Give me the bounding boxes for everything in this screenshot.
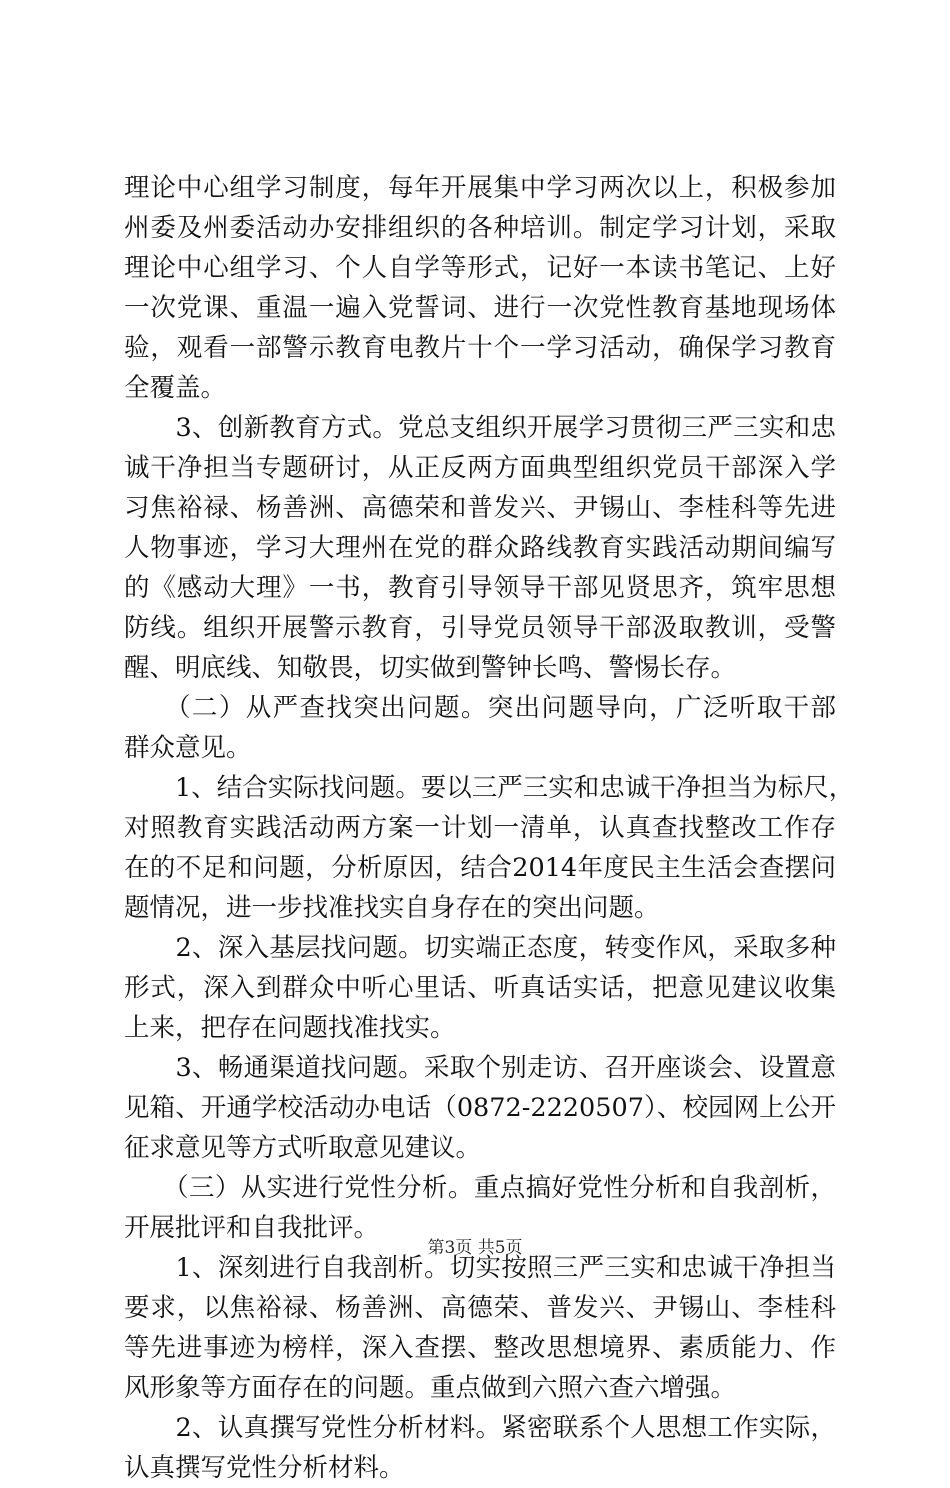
text-line: 开展批评和自我批评。 — [124, 1213, 380, 1243]
text-line: 州委及州委活动办安排组织的各种培训。制定学习计划，采取 — [124, 213, 836, 243]
text-line: 风形象等方面存在的问题。重点做到六照六查六增强。 — [124, 1373, 737, 1403]
text-line: 征求意见等方式听取意见建议。 — [124, 1133, 482, 1163]
text-line: 在的不足和问题，分析原因，结合2014年度民主生活会查摆问 — [124, 853, 836, 883]
text-line: 群众意见。 — [124, 733, 252, 763]
text-line: 2、认真撰写党性分析材料。紧密联系个人思想工作实际， — [124, 1413, 836, 1443]
text-line: 上来，把存在问题找准找实。 — [124, 1013, 456, 1043]
text-line: 的《感动大理》一书，教育引导领导干部见贤思齐，筑牢思想 — [124, 573, 836, 603]
text-line: 人物事迹，学习大理州在党的群众路线教育实践活动期间编写 — [124, 533, 836, 563]
text-line: 3、畅通渠道找问题。采取个别走访、召开座谈会、设置意 — [124, 1053, 836, 1083]
text-line: 全覆盖。 — [124, 373, 227, 403]
text-line: 2、深入基层找问题。切实端正态度，转变作风，采取多种 — [124, 933, 836, 963]
text-line: 防线。组织开展警示教育，引导党员领导干部汲取教训，受警 — [124, 613, 836, 643]
text-line: 诚干净担当专题研讨，从正反两方面典型组织党员干部深入学 — [124, 453, 836, 483]
text-line: 题情况，进一步找准找实自身存在的突出问题。 — [124, 893, 660, 923]
text-line: （二）从严查找突出问题。突出问题导向，广泛听取干部 — [124, 693, 836, 723]
body-text — [124, 168, 855, 1488]
text-line: 见箱、开通学校活动办电话（0872-2220507）、校园网上公开 — [124, 1093, 836, 1123]
text-line: 认真撰写党性分析材料。 — [124, 1453, 405, 1483]
page-footer: 第3页 共5页 — [427, 1238, 523, 1258]
text-line: 理论中心组学习制度，每年开展集中学习两次以上，积极参加 — [124, 173, 836, 203]
text-line: 一次党课、重温一遍入党誓词、进行一次党性教育基地现场体 — [124, 293, 836, 323]
text-line: 习焦裕禄、杨善洲、高德荣和普发兴、尹锡山、李桂科等先进 — [124, 493, 836, 523]
text-line: 验，观看一部警示教育电教片十个一学习活动，确保学习教育 — [124, 333, 836, 363]
text-line: 等先进事迹为榜样，深入查摆、整改思想境界、素质能力、作 — [124, 1333, 836, 1363]
text-line: （三）从实进行党性分析。重点搞好党性分析和自我剖析， — [124, 1173, 836, 1203]
text-line: 醒、明底线、知敬畏，切实做到警钟长鸣、警惕长存。 — [124, 653, 737, 683]
text-line: 1、结合实际找问题。要以三严三实和忠诚干净担当为标尺， — [124, 773, 855, 803]
text-line: 理论中心组学习、个人自学等形式，记好一本读书笔记、上好 — [124, 253, 836, 283]
text-line: 要求，以焦裕禄、杨善洲、高德荣、普发兴、尹锡山、李桂科 — [124, 1293, 836, 1323]
text-line: 对照教育实践活动两方案一计划一清单，认真查找整改工作存 — [124, 813, 836, 843]
text-line: 3、创新教育方式。党总支组织开展学习贯彻三严三实和忠 — [124, 413, 836, 443]
text-line: 1、深刻进行自我剖析。切实按照三严三实和忠诚干净担当 — [124, 1253, 836, 1283]
text-line: 形式，深入到群众中听心里话、听真话实话，把意见建议收集 — [124, 973, 836, 1003]
